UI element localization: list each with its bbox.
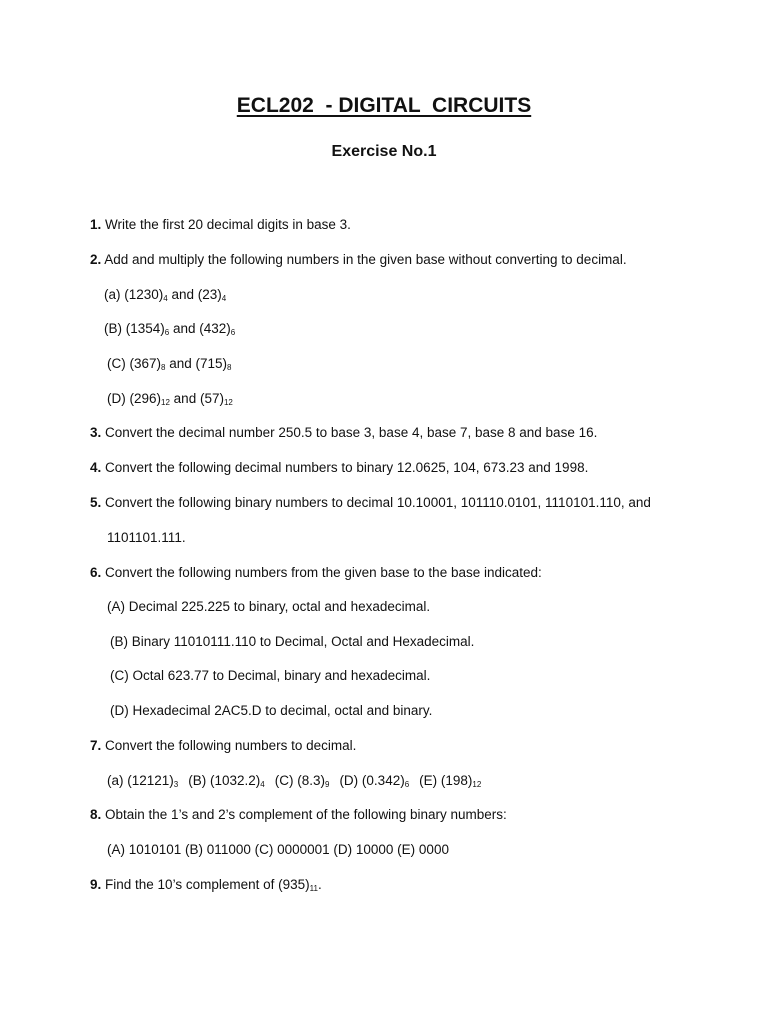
base-subscript: 12 [223, 398, 233, 407]
question-7-parts [107, 772, 481, 790]
question-number: 1. [90, 217, 102, 232]
base-subscript: 4 [163, 294, 168, 303]
question-text: Convert the following numbers to decimal. [101, 738, 357, 753]
question-6-part-d: (D) Hexadecimal 2AC5.D to decimal, octal and binary. [110, 703, 433, 718]
part-text: and (57) [169, 391, 224, 406]
part-text: (a) (1230) [104, 287, 164, 302]
question-2-part-b [104, 320, 235, 338]
question-3 [90, 424, 597, 442]
question-9 [90, 876, 322, 894]
part-c: (C) $(8.3)_9$ [274, 773, 330, 789]
part-e: (E) $(198)_{12}$ [419, 773, 482, 789]
exercise-heading: Exercise No.1 [331, 143, 437, 160]
part-text: (D) (296) [107, 391, 162, 406]
question-number: 2. [90, 252, 102, 267]
part-text: and (715) [165, 356, 228, 371]
question-6-part-b: (B) Binary 11010111.110 to Decimal, Octal and Hexadecimal. [110, 634, 475, 649]
base-subscript: 11 [309, 884, 318, 893]
part-text: and (23) [167, 287, 222, 302]
base-subscript: 8 [227, 363, 232, 372]
base-subscript: 12 [161, 398, 170, 407]
base-subscript: 6 [230, 328, 236, 337]
question-number: 5. [90, 495, 102, 510]
question-2-part-d [107, 390, 233, 408]
part-text: (C) (367) [107, 356, 162, 371]
question-8-parts: (A) 1010101 (B) 011000 (C) 0000001 (D) 10000 (E) 0000 [107, 842, 449, 857]
question-text: Convert the following numbers from the given base to the base indicated: [101, 565, 542, 580]
part-a: (a) $(12121)_3$ [107, 773, 179, 789]
question-6 [90, 564, 542, 582]
question-number: 6. [90, 565, 102, 580]
part-text: and (432) [169, 321, 231, 336]
question-text: Write the first 20 decimal digits in base 3. [101, 217, 351, 232]
question-number: 8. [90, 807, 102, 822]
question-number: 7. [90, 738, 102, 753]
question-number: 4. [90, 460, 102, 475]
part-d: (D) $(0.342)_6$ [339, 773, 410, 789]
part-b: (B) $(1032.2)_4$ [188, 773, 265, 789]
question-text: Find the 10’s complement of (935) [101, 877, 310, 892]
question-8 [90, 806, 507, 824]
question-2 [90, 251, 627, 269]
question-text: Obtain the 1’s and 2’s complement of the following binary numbers: [101, 807, 507, 822]
question-6-part-a: (A) Decimal 225.225 to binary, octal and hexadecimal. [107, 599, 431, 614]
question-end: . [317, 877, 322, 892]
question-text: Convert the following decimal numbers to binary 12.0625, 104, 673.23 and 1998. [101, 460, 589, 475]
question-2-part-c [107, 355, 231, 373]
document-title: ECL202 - DIGITAL CIRCUITS [236, 94, 532, 117]
base-subscript: 4 [221, 294, 227, 303]
question-text: Add and multiply the following numbers in the given base without converting to decimal. [101, 252, 627, 267]
base-subscript: 8 [161, 363, 166, 372]
question-2-part-a [104, 286, 226, 304]
question-number: 3. [90, 425, 102, 440]
question-text: Convert the decimal number 250.5 to base 3, base 4, base 7, base 8 and base 16. [101, 425, 598, 440]
part-text: (B) (1354) [104, 321, 165, 336]
question-5-continuation: 1101101.111. [107, 530, 186, 545]
question-1 [90, 216, 351, 234]
question-7 [90, 737, 356, 755]
question-text: Convert the following binary numbers to decimal 10.10001, 101110.0101, 1110101.110, and [101, 495, 651, 510]
question-6-part-c: (C) Octal 623.77 to Decimal, binary and hexadecimal. [110, 668, 431, 683]
base-subscript: 6 [164, 328, 170, 337]
question-number: 9. [90, 877, 102, 892]
question-4 [90, 459, 588, 477]
question-5 [90, 494, 651, 512]
